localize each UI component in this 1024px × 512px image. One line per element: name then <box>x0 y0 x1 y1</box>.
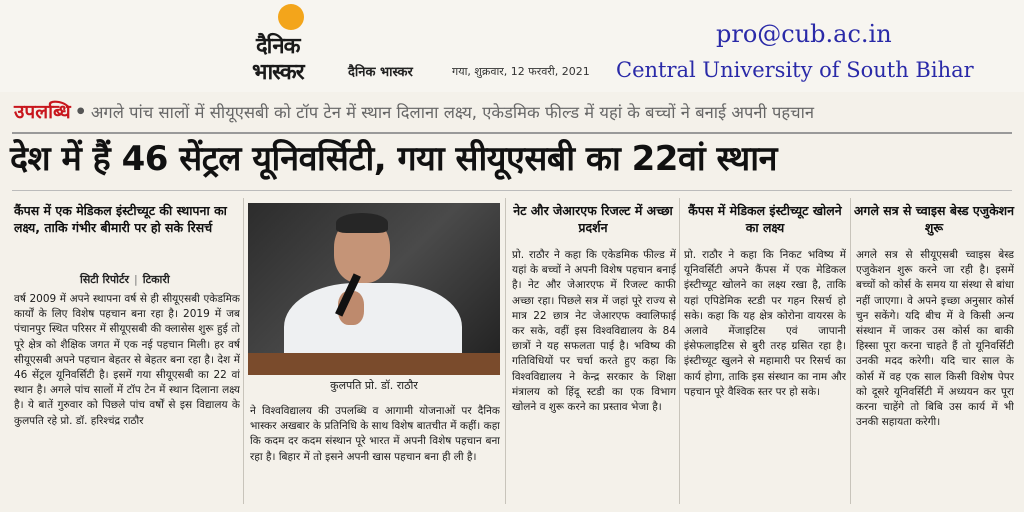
photo-podium <box>248 353 500 375</box>
logo-text-line2: भास्कर <box>252 60 304 85</box>
byline <box>80 272 170 287</box>
logo-text-line1: दैनिक <box>256 34 300 59</box>
photo-caption: कुलपति प्रो. डॉ. राठौर <box>330 379 418 392</box>
divider-line <box>12 190 1012 191</box>
masthead <box>0 0 1024 92</box>
byline-place: टिकारी <box>142 273 170 286</box>
col5-subhead: अगले सत्र से च्वाइस बेस्ड एजुकेशन शुरू <box>853 203 1015 235</box>
col3-body: प्रो. राठौर ने कहा कि एकेडमिक फील्ड में यहां के बच्चों ने अपनी विशेष पहचान बनाई है। नेट और जेआरएफ में रिजल्ट काफी अच्छा रहा। पिछले सत्र में जहां पूरे राज्य से मात्र 22 छात्र नेट जेआरएफ क्वालिफाई कर सके, वहीं इस विश्वविद्यालय के 84 छात्रों ने यह सफलता पाई है। भविष्य की गतिविधियों पर चर्चा करते हुए कहा कि विश्वविद्यालय ने केन्द्र सरकार के शिक्षा मंत्रालय को हिंदू स्टडी का एक विभाग खोलने व शुरू करने का प्रस्ताव भेजा है। <box>512 249 676 414</box>
col4-body: प्रो. राठौर ने कहा कि निकट भविष्य में यूनिवर्सिटी अपने कैंपस में एक मेडिकल इंस्टीच्यूट खोलने का लक्ष्य रखा है, ताकि यहां एपिडेमिक स्टडी पर गहन रिसर्च हो सके। कहा कि यह क्षेत्र कोरोना वायरस के अलावे मेंजाइटिस एवं जापानी इंसेफलाइटिस से बुरी तरह ग्रसित रहा है। इंस्टीच्यूट खुलने से महामारी पर रिसर्च का कार्य होगा, ताकि इस संस्थान का नाम और पहचान पूरे वैश्विक स्तर पर हो सके। <box>684 249 846 398</box>
col2-body: ने विश्वविद्यालय की उपलब्धि व आगामी योजनाओं पर दैनिक भास्कर अखबार के प्रतिनिधि के साथ विशेष बातचीत में कहीं। कहा कि कदम दर कदम संस्थान पूरे भारत में अपनी विशेष पहचान बना रहा है। बिहार में तो इसने अपनी खास पहचान बना ही ली है। <box>250 405 500 463</box>
byline-separator: | <box>134 273 138 286</box>
byline-reporter: सिटी रिपोर्टर <box>80 273 129 286</box>
column-divider <box>679 198 680 504</box>
kicker-tag: उपलब्धि <box>14 101 71 123</box>
column-divider <box>850 198 851 504</box>
bullet-icon: • <box>74 101 87 123</box>
dateline: गया, शुक्रवार, 12 फरवरी, 2021 <box>452 65 590 78</box>
university-watermark: Central University of South Bihar <box>616 58 974 82</box>
photo-hair <box>336 213 388 233</box>
column-divider <box>505 198 506 504</box>
col4-subhead: कैंपस में मेडिकल इंस्टीच्यूट खोलने का लक्ष्य <box>688 203 842 235</box>
vice-chancellor-photo <box>248 203 500 375</box>
sun-icon <box>278 4 304 30</box>
headline: देश में हैं 46 सेंट्रल यूनिवर्सिटी, गया सीयूएसबी का 22वां स्थान <box>10 139 777 179</box>
dainik-bhaskar-logo <box>250 4 340 84</box>
kicker <box>14 98 814 126</box>
email-watermark: pro@cub.ac.in <box>716 20 892 48</box>
kicker-text: अगले पांच सालों में सीयूएसबी को टॉप टेन में स्थान दिलाना लक्ष्य, एकेडमिक फील्ड में यहां के बच्चों ने बनाई अपनी पहचान <box>90 103 815 122</box>
brand-name: दैनिक भास्कर <box>348 65 413 80</box>
column-divider <box>243 198 244 504</box>
col1-subhead: कैंपस में एक मेडिकल इंस्टीच्यूट की स्थापना का लक्ष्य, ताकि गंभीर बीमारी पर हो सके रिसर्च <box>14 203 227 235</box>
col1-body: वर्ष 2009 में अपने स्थापना वर्ष से ही सीयूएसबी एकेडमिक कार्यों के लिए विशेष पहचान बना रहा है। 2019 में जब पंचानपुर स्थित परिसर में सीयूएसबी की क्लासेस शुरू हुई तो पूरे क्षेत्र को शैक्षिक जगत में एक नई पहचान मिली। हर वर्ष सीयूएसबी अपने पहचान बेहतर से बेहतर बना रहा है। देश में 46 सेंट्रल यूनिवर्सिटी है। इसमें गया सीयूएसबी का 22 वां स्थान है। अगले पांच सालों में टॉप टेन में स्थान दिलाना लक्ष्य है। ये बातें गुरुवार को पिछले पांच वर्षों से इस विद्यालय के कुलपति रहे प्रो. डॉ. हरिश्चंद्र राठौर <box>14 293 240 427</box>
col5-body: अगले सत्र से सीयूएसबी च्वाइस बेस्ड एजुकेशन शुरू करने जा रही है। इसमें बच्चों को कोर्स के समय या संस्था से बांधा नहीं जाएगा। वे अपने इच्छा अनुसार कोर्स चुन सकेंगे। यदि बीच में वे किसी अन्य संस्थान में जाकर उस कोर्स का बाकी हिस्सा पूरा करना चाहते हैं तो यूनिवर्सिटी उनकी मदद करेगी। यदि चार साल के कोर्स में वह एक साल किसी विशेष पेपर को दूसरे यूनिवर्सिटी में अध्ययन कर पूरा करना चाहेंगे तो बिबि उस कार्य में भी उनकी सहायता करेगी। <box>856 249 1014 429</box>
col3-subhead: नेट और जेआरएफ रिजल्ट में अच्छा प्रदर्शन <box>513 203 673 235</box>
